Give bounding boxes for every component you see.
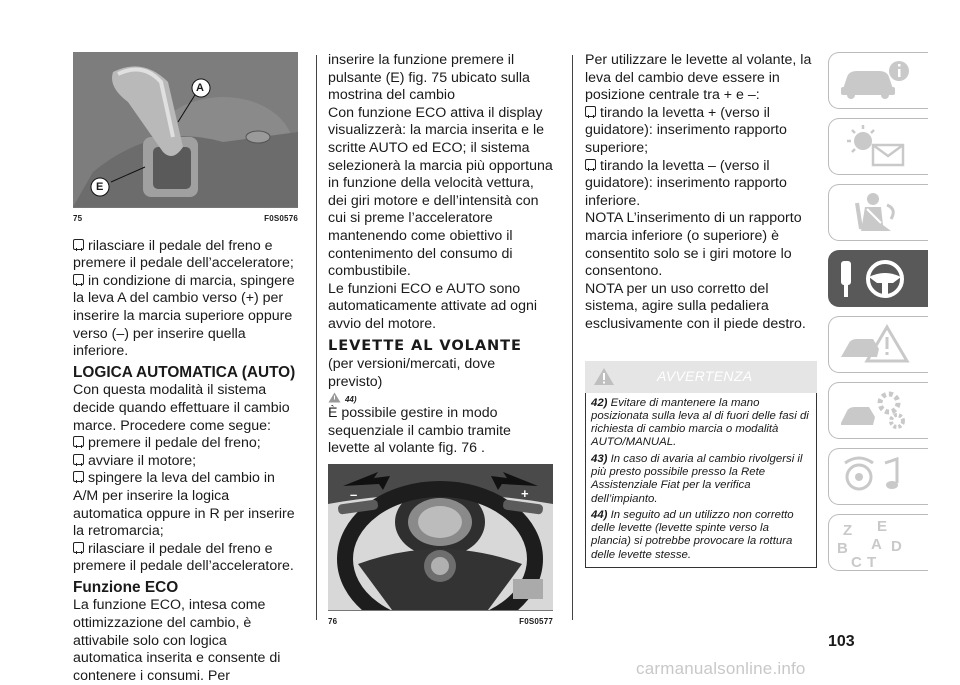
bullet-icon bbox=[73, 471, 84, 482]
tab-maintenance[interactable] bbox=[828, 382, 928, 439]
paragraph: Con questa modalità il sistema decide quando effettuare il cambio marce. Procedere come segue: bbox=[73, 382, 290, 434]
bullet-text: avviare il motore; bbox=[88, 452, 197, 469]
tab-safety[interactable] bbox=[828, 184, 928, 241]
figure-75-caption bbox=[73, 210, 298, 228]
bullet-icon bbox=[73, 274, 84, 285]
warning-ref-number: 44) bbox=[344, 395, 357, 405]
bullet-item bbox=[73, 273, 298, 361]
paragraph: inserire la funzione premere il pulsante (E) fig. 75 ubicato sulla mostrina del cambio bbox=[328, 52, 530, 104]
index-letter: C bbox=[851, 554, 862, 569]
bullet-icon bbox=[73, 542, 84, 553]
figure-number: 75 bbox=[73, 214, 83, 223]
warning-item-44 bbox=[591, 509, 811, 562]
section-heading-auto: LOGICA AUTOMATICA (AUTO) bbox=[73, 363, 296, 381]
index-letter: A bbox=[871, 536, 882, 553]
key-steering-wheel-icon bbox=[837, 255, 917, 301]
bullet-text: spingere la leva del cambio in A/M per inserire la logica automatica oppure in R per inserire la retromarcia; bbox=[73, 470, 295, 540]
warning-text: In seguito ad un utilizzo non corretto delle levette (levette spinte verso la plancia) si potrebbe provocare la rottura delle levette stesse. bbox=[591, 508, 794, 561]
paragraph: (per versioni/mercati, dove previsto) bbox=[328, 356, 496, 390]
watermark: carmanualsonline.info bbox=[636, 659, 806, 678]
note-paragraph: NOTA L’inserimento di un rapporto marcia inferiore (o superiore) è consentito solo se i giri motore lo consentono. bbox=[585, 210, 802, 280]
section-heading-levette: LEVETTE AL VOLANTE bbox=[328, 336, 522, 354]
seat-airbag-icon bbox=[837, 189, 917, 235]
bullet-item bbox=[585, 158, 817, 211]
figure-code: F0S0577 bbox=[519, 617, 553, 627]
bullet-text: tirando la levetta + (verso il guidatore): inserimento rapporto superiore; bbox=[585, 104, 787, 156]
fig75-label-a: A bbox=[196, 82, 204, 94]
warning-item-43 bbox=[591, 453, 811, 506]
note-paragraph: NOTA per un uso corretto del sistema, agire sulla pedaliera esclusivamente con il piede destro. bbox=[585, 280, 806, 332]
warning-number: 44) bbox=[591, 508, 608, 521]
column-1 bbox=[73, 52, 298, 685]
tab-lights-messages[interactable] bbox=[828, 118, 928, 175]
warning-header bbox=[585, 361, 817, 393]
paragraph: Le funzioni ECO e AUTO sono automaticamente attivate ad ogni avvio del motore. bbox=[328, 280, 538, 332]
bullet-icon bbox=[73, 436, 84, 447]
fig75-label-e: E bbox=[96, 181, 104, 193]
warning-triangle-icon bbox=[328, 392, 341, 403]
index-letter: B bbox=[837, 540, 848, 557]
paragraph: Con funzione ECO attiva il display visualizzerà: la marcia inserita e le scritte AUTO ed ECO; il sistema selezionerà la marcia più opportuna in funzione della velocità vettura, dei giri motore e dell’intensità con cui si preme l’acceleratore mantenendo come obiettivo il contenimento del consumo di combustibile. bbox=[328, 104, 553, 280]
warning-title: AVVERTENZA bbox=[657, 367, 753, 384]
radio-music-icon bbox=[837, 453, 917, 499]
bullet-item bbox=[73, 453, 298, 471]
car-info-icon bbox=[837, 57, 917, 103]
warning-text: Evitare di mantenere la mano posizionata sulla leva al di fuori delle fasi di richiesta di cambio marcia o modalità AUTO/MANUAL. bbox=[591, 396, 809, 449]
figure-code: F0S0576 bbox=[264, 214, 298, 223]
warning-number: 43) bbox=[591, 452, 608, 465]
warning-box bbox=[585, 393, 817, 569]
column-divider bbox=[572, 55, 573, 620]
bullet-icon bbox=[73, 239, 84, 250]
section-heading-eco: Funzione ECO bbox=[73, 578, 179, 596]
paddle-minus-label: – bbox=[350, 487, 358, 503]
bullet-text: in condizione di marcia, spingere la leva A del cambio verso (+) per inserire la marcia superiore oppure verso (–) per inserire quella inferiore. bbox=[73, 272, 295, 360]
bullet-text: tirando la levetta – (verso il guidatore): inserimento rapporto inferiore. bbox=[585, 157, 787, 209]
tab-starting-driving[interactable] bbox=[828, 250, 928, 307]
warning-text: In caso di avaria al cambio rivolgersi il più presto possibile presso la Rete Assistenziale Fiat per la verifica dell’impianto. bbox=[591, 452, 803, 505]
index-letter: T bbox=[867, 554, 877, 569]
warning-item-42 bbox=[591, 397, 811, 450]
index-letter: Z bbox=[843, 522, 853, 539]
bullet-item bbox=[73, 541, 298, 576]
bullet-item bbox=[73, 470, 298, 540]
column-2 bbox=[328, 52, 553, 641]
page-number: 103 bbox=[828, 633, 855, 650]
paddle-plus-label: + bbox=[521, 486, 529, 502]
warning-triangle-icon bbox=[593, 367, 615, 386]
warning-reference bbox=[328, 391, 553, 405]
paragraph: La funzione ECO, intesa come ottimizzazione del cambio, è attivabile solo con logica automatica inserita e consente di contenere i consumi. Per bbox=[73, 597, 281, 684]
tab-emergency[interactable] bbox=[828, 316, 928, 373]
bullet-item bbox=[73, 238, 298, 273]
index-letter: E bbox=[877, 519, 888, 535]
column-divider bbox=[316, 55, 317, 620]
bullet-icon bbox=[73, 454, 84, 465]
bullet-item bbox=[73, 435, 298, 453]
figure-76-caption bbox=[328, 613, 553, 631]
gear-lever-photo bbox=[73, 52, 298, 207]
paragraph: È possibile gestire in modo sequenziale il cambio tramite levette al volante fig. 76 . bbox=[328, 405, 511, 457]
figure-75-gear-lever bbox=[73, 52, 298, 208]
car-tools-icon bbox=[837, 387, 917, 433]
tab-multimedia[interactable] bbox=[828, 448, 928, 505]
figure-76-steering-wheel bbox=[328, 464, 553, 611]
bullet-item bbox=[585, 105, 817, 158]
chapter-tabs bbox=[828, 52, 928, 580]
bullet-text: rilasciare il pedale del freno e premere il pedale dell’acceleratore. bbox=[73, 540, 294, 575]
column-3 bbox=[585, 52, 817, 568]
bullet-text: rilasciare il pedale del freno e premere il pedale dell’acceleratore; bbox=[73, 237, 294, 272]
bullet-icon bbox=[585, 106, 596, 117]
tab-index[interactable] bbox=[828, 514, 928, 571]
alphabet-index-icon bbox=[837, 519, 917, 569]
bullet-icon bbox=[585, 159, 596, 170]
paragraph: Per utilizzare le levette al volante, la leva del cambio deve essere in posizione centrale tra + e –: bbox=[585, 52, 812, 104]
figure-number: 76 bbox=[328, 617, 338, 627]
bullet-text: premere il pedale del freno; bbox=[88, 435, 261, 452]
warning-number: 42) bbox=[591, 396, 608, 409]
steering-wheel-photo bbox=[328, 464, 553, 610]
index-letter: D bbox=[891, 538, 902, 555]
lights-message-icon bbox=[837, 123, 917, 169]
tab-car-info[interactable] bbox=[828, 52, 928, 109]
warning-triangle-car-icon bbox=[837, 321, 917, 367]
